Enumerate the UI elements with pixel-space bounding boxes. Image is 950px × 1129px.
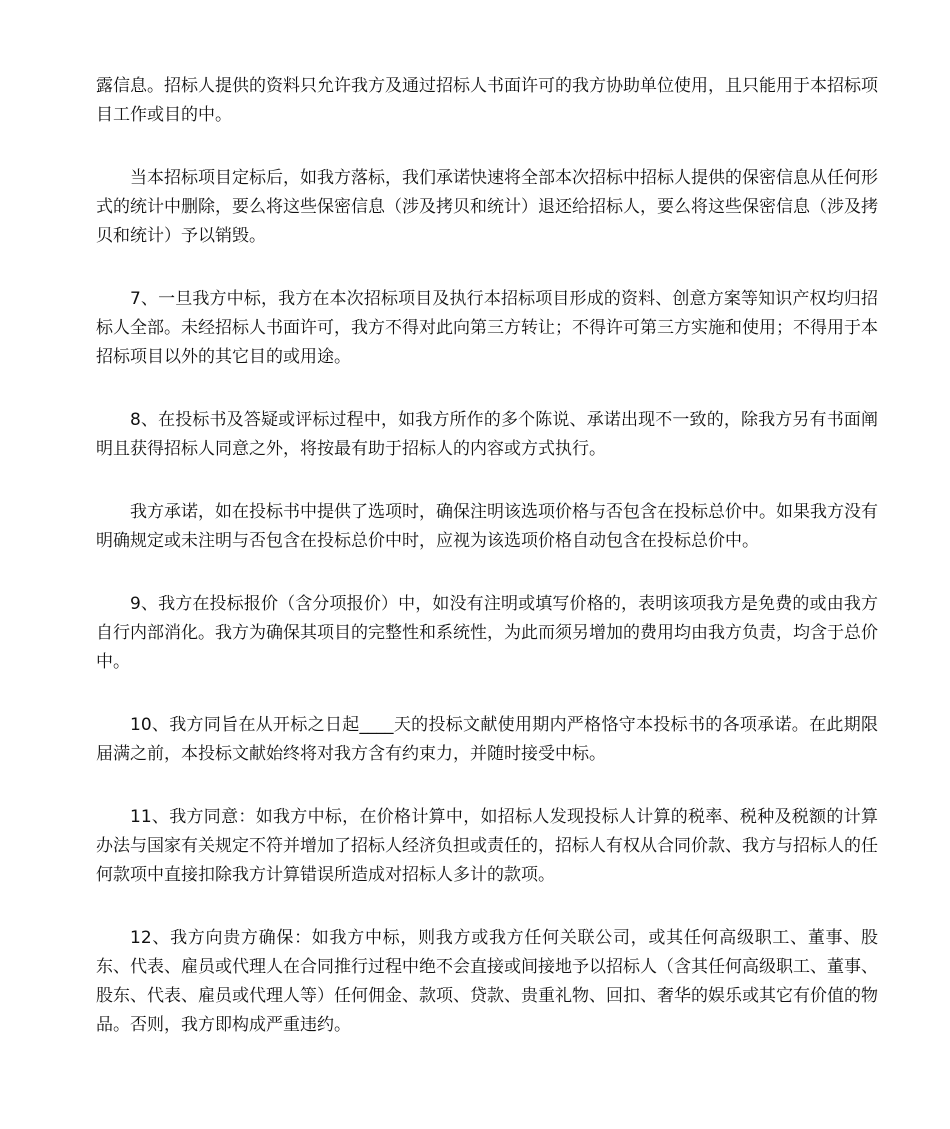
paragraph-clause-11: 11、我方同意：如我方中标，在价格计算中，如招标人发现投标人计算的税率、税种及税额的计算办法与国家有关规定不符并增加了招标人经济负担或责任的，招标人有权从合同价款、我方与招标人的任何款项中直接扣除我方计算错误所造成对招标人多计的款项。	[96, 807, 878, 885]
paragraph-clause-10: 10、我方同旨在从开标之日起____天的投标文献使用期内严格恪守本投标书的各项承诺。在此期限届满之前，本投标文献始终将对我方含有约束力，并随时接受中标。	[96, 715, 878, 764]
paragraph-confidential-deletion: 当本招标项目定标后，如我方落标，我们承诺快速将全部本次招标中招标人提供的保密信息从任何形式的统计中删除，要么将这些保密信息（涉及拷贝和统计）退还给招标人，要么将这些保密信息（涉及拷贝和统计）予以销毁。	[96, 168, 878, 246]
paragraph-clause-12: 12、我方向贵方确保：如我方中标，则我方或我方任何关联公司，或其任何高级职工、董事、股东、代表、雇员或代理人在合同推行过程中绝不会直接或间接地予以招标人（含其任何高级职工、董事、股东、代表、雇员或代理人等）任何佣金、款项、贷款、贵重礼物、回扣、奢华的娱乐或其它有价值的物品。否则，我方即构成严重违约。	[96, 928, 878, 1035]
paragraph-clause-8: 8、在投标书及答疑或评标过程中，如我方所作的多个陈说、承诺出现不一致的，除我方另有书面阐明且获得招标人同意之外，将按最有助于招标人的内容或方式执行。	[96, 410, 878, 459]
document-page	[96, 72, 878, 1074]
paragraph-option-pricing: 我方承诺，如在投标书中提供了选项时，确保注明该选项价格与否包含在投标总价中。如果我方没有明确规定或未注明与否包含在投标总价中时，应视为该选项价格自动包含在投标总价中。	[96, 502, 878, 551]
paragraph-clause-9: 9、我方在投标报价（含分项报价）中，如没有注明或填写价格的，表明该项我方是免费的或由我方自行内部消化。我方为确保其项目的完整性和系统性，为此而须另增加的费用均由我方负责，均含于总价中。	[96, 594, 878, 672]
paragraph-clause-7: 7、一旦我方中标，我方在本次招标项目及执行本招标项目形成的资料、创意方案等知识产权均归招标人全部。未经招标人书面许可，我方不得对此向第三方转让；不得许可第三方实施和使用；不得用于本招标项目以外的其它目的或用途。	[96, 289, 878, 367]
paragraph-confidential-use: 露信息。招标人提供的资料只允许我方及通过招标人书面许可的我方协助单位使用，且只能用于本招标项目工作或目的中。	[96, 76, 878, 125]
